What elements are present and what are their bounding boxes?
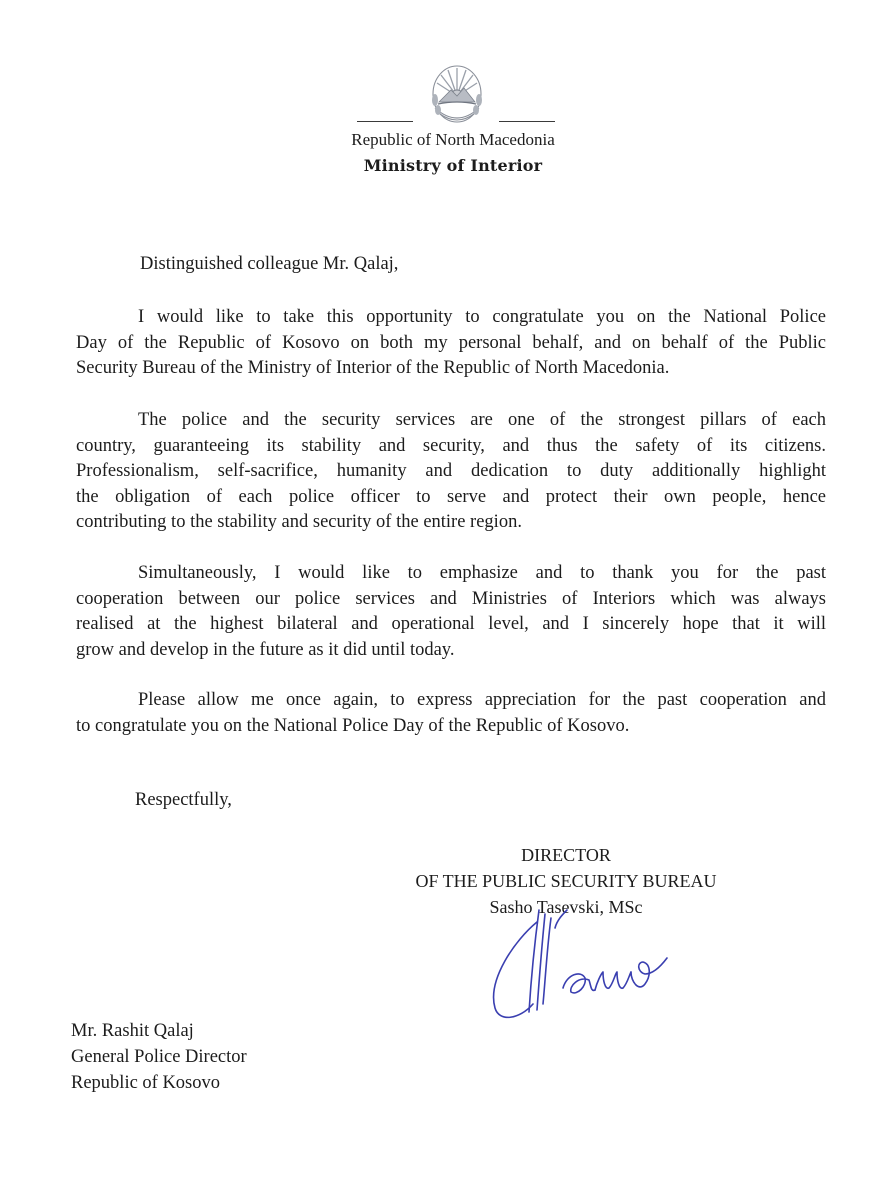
paragraph-line: to congratulate you on the National Police Day of the Republic of Kosovo. bbox=[76, 715, 630, 736]
paragraph-line: contributing to the stability and security of the entire region. bbox=[76, 512, 522, 532]
addressee-block bbox=[71, 1018, 247, 1096]
paragraph-line: Simultaneously, I would like to emphasize and to thank you for the past bbox=[138, 563, 826, 583]
paragraph-police-pillars bbox=[76, 408, 826, 536]
paragraph-line: realised at the highest bilateral and operational level, and I sincerely hope that it will bbox=[76, 614, 826, 634]
closing: Respectfully, bbox=[135, 790, 232, 810]
letterhead bbox=[0, 50, 884, 180]
letterhead-rule-right bbox=[499, 121, 555, 122]
paragraph-cooperation bbox=[76, 561, 826, 663]
addressee-country: Republic of Kosovo bbox=[71, 1073, 221, 1093]
addressee-name: Mr. Rashit Qalaj bbox=[71, 1021, 194, 1041]
paragraph-appreciation bbox=[76, 688, 826, 739]
signatory-bureau: OF THE PUBLIC SECURITY BUREAU bbox=[415, 871, 717, 891]
signatory-name: Sasho Tasevski, MSc bbox=[489, 897, 643, 917]
paragraph-line: Professionalism, self-sacrifice, humanity and dedication to duty additionally highlight bbox=[76, 461, 826, 481]
paragraph-congratulations bbox=[76, 305, 826, 382]
paragraph-line: Day of the Republic of Kosovo on both my personal behalf, and on behalf of the Public bbox=[76, 332, 826, 353]
paragraph-line: country, guaranteeing its stability and security, and thus the safety of its citizens. bbox=[76, 435, 826, 456]
signatory-title: DIRECTOR bbox=[521, 845, 611, 865]
paragraph-line: The police and the security services are one of the strongest pillars of each bbox=[138, 410, 826, 430]
ministry-name: Ministry of Interior bbox=[363, 156, 543, 175]
coat-of-arms-icon bbox=[418, 56, 496, 130]
paragraph-line: the obligation of each police officer to serve and protect their own people, hence bbox=[76, 486, 826, 507]
paragraph-line: grow and develop in the future as it did until today. bbox=[76, 639, 455, 660]
salutation: Distinguished colleague Mr. Qalaj, bbox=[140, 254, 399, 274]
country-name: Republic of North Macedonia bbox=[351, 130, 555, 149]
paragraph-line: Please allow me once again, to express appreciation for the past cooperation and bbox=[138, 690, 826, 710]
letterhead-rule-left bbox=[357, 121, 413, 122]
handwritten-signature bbox=[485, 900, 685, 1025]
paragraph-line: cooperation between our police services and Ministries of Interiors which was always bbox=[76, 588, 826, 609]
paragraph-line: I would like to take this opportunity to congratulate you on the National Police bbox=[138, 307, 826, 327]
paragraph-line: Security Bureau of the Ministry of Interior of the Republic of North Macedonia. bbox=[76, 358, 670, 378]
addressee-position: General Police Director bbox=[71, 1047, 247, 1067]
